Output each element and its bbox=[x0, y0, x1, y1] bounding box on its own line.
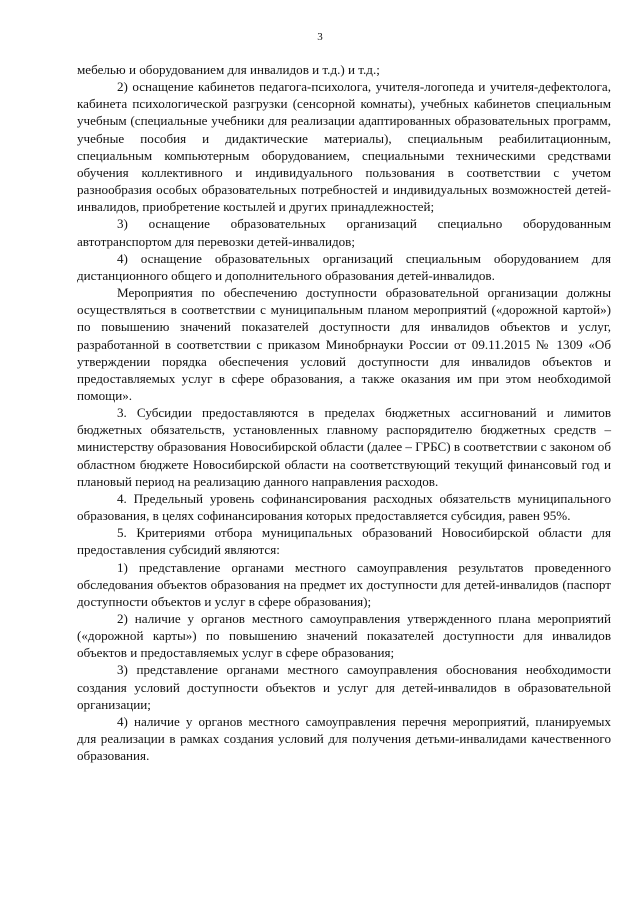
paragraph-section-4-cofinancing: 4. Предельный уровень софинансирования расходных обязательств муниципального образования, в целях софинансирования которых предоставляется субсидия, равен 95%. bbox=[77, 490, 611, 524]
paragraph-continuation-furniture: мебелью и оборудованием для инвалидов и т.д.) и т.д.; bbox=[77, 62, 380, 77]
paragraph-item-4-distance-equipment: 4) оснащение образовательных организаций специальным оборудованием для дистанционного общего и дополнительного образования детей-инвалидов. bbox=[77, 250, 611, 283]
document-body bbox=[77, 61, 611, 764]
paragraph-section-3-subsidies: 3. Субсидии предоставляются в пределах бюджетных ассигнований и лимитов бюджетных обязательств, установленных главному распорядителю бюджетных средств – министерству образования Новосибирской области (далее – ГРБС) в соответствии с законом об областном бюджете Новосибирской области на соответствующий текущий финансовый год и плановый период на реализацию данного направления расходов. bbox=[77, 405, 611, 489]
paragraph-criterion-2: 2) наличие у органов местного самоуправления утвержденного плана мероприятий («дорожной карты») по повышению значений показателей доступности для инвалидов объектов и предоставляемых услуг в сфере образования; bbox=[77, 611, 611, 661]
paragraph-item-3-transport: 3) оснащение образовательных организаций специально оборудованным автотранспортом для перевозки детей-инвалидов; bbox=[77, 216, 611, 249]
page-number: 3 bbox=[317, 31, 323, 43]
paragraph-criterion-4: 4) наличие у органов местного самоуправления перечня мероприятий, планируемых для реализации в рамках создания условий для получения детьми-инвалидами качественного образования. bbox=[77, 713, 611, 764]
paragraph-section-5-criteria: 5. Критериями отбора муниципальных образований Новосибирской области для предоставления субсидий являются: bbox=[77, 525, 611, 558]
paragraph-accessibility-measures: Мероприятия по обеспечению доступности образовательной организации должны осуществляться в соответствии с муниципальным планом мероприятий («дорожной картой») по повышению значений показателей доступности для инвалидов объектов и услуг, разработанной в соответствии с приказом Минобрнауки России от 09.11.2015 № 1309 «Об утверждении порядка обеспечения условий доступности для инвалидов объектов и предоставляемых услуг в сфере образования, а также оказания им при этом необходимой помощи». bbox=[77, 285, 611, 403]
paragraph-criterion-3: 3) представление органами местного самоуправления обоснования необходимости создания условий доступности объектов и услуг для детей-инвалидов в образовательной организации; bbox=[77, 662, 611, 712]
paragraph-criterion-1: 1) представление органами местного самоуправления результатов проведенного обследования объектов образования на предмет их доступности для детей-инвалидов (паспорт доступности объектов и услуг в сфере образования); bbox=[77, 559, 611, 609]
paragraph-item-2-cabinets-equipment: 2) оснащение кабинетов педагога-психолога, учителя-логопеда и учителя-дефектолога, кабинета психологической разгрузки (сенсорной комнаты), учебных кабинетов специальным учебным (специальные учебники для реализации адаптированных образовательных программ, учебные пособия и дидактические материалы), специальным реабилитационным, специальным компьютерным оборудованием, специальными техническими средствами обучения коллективного и индивидуального пользования в соответствии с учетом разнообразия особых образовательных потребностей и индивидуальных возможностей детей-инвалидов, приобретение костылей и других принадлежностей; bbox=[77, 79, 611, 215]
